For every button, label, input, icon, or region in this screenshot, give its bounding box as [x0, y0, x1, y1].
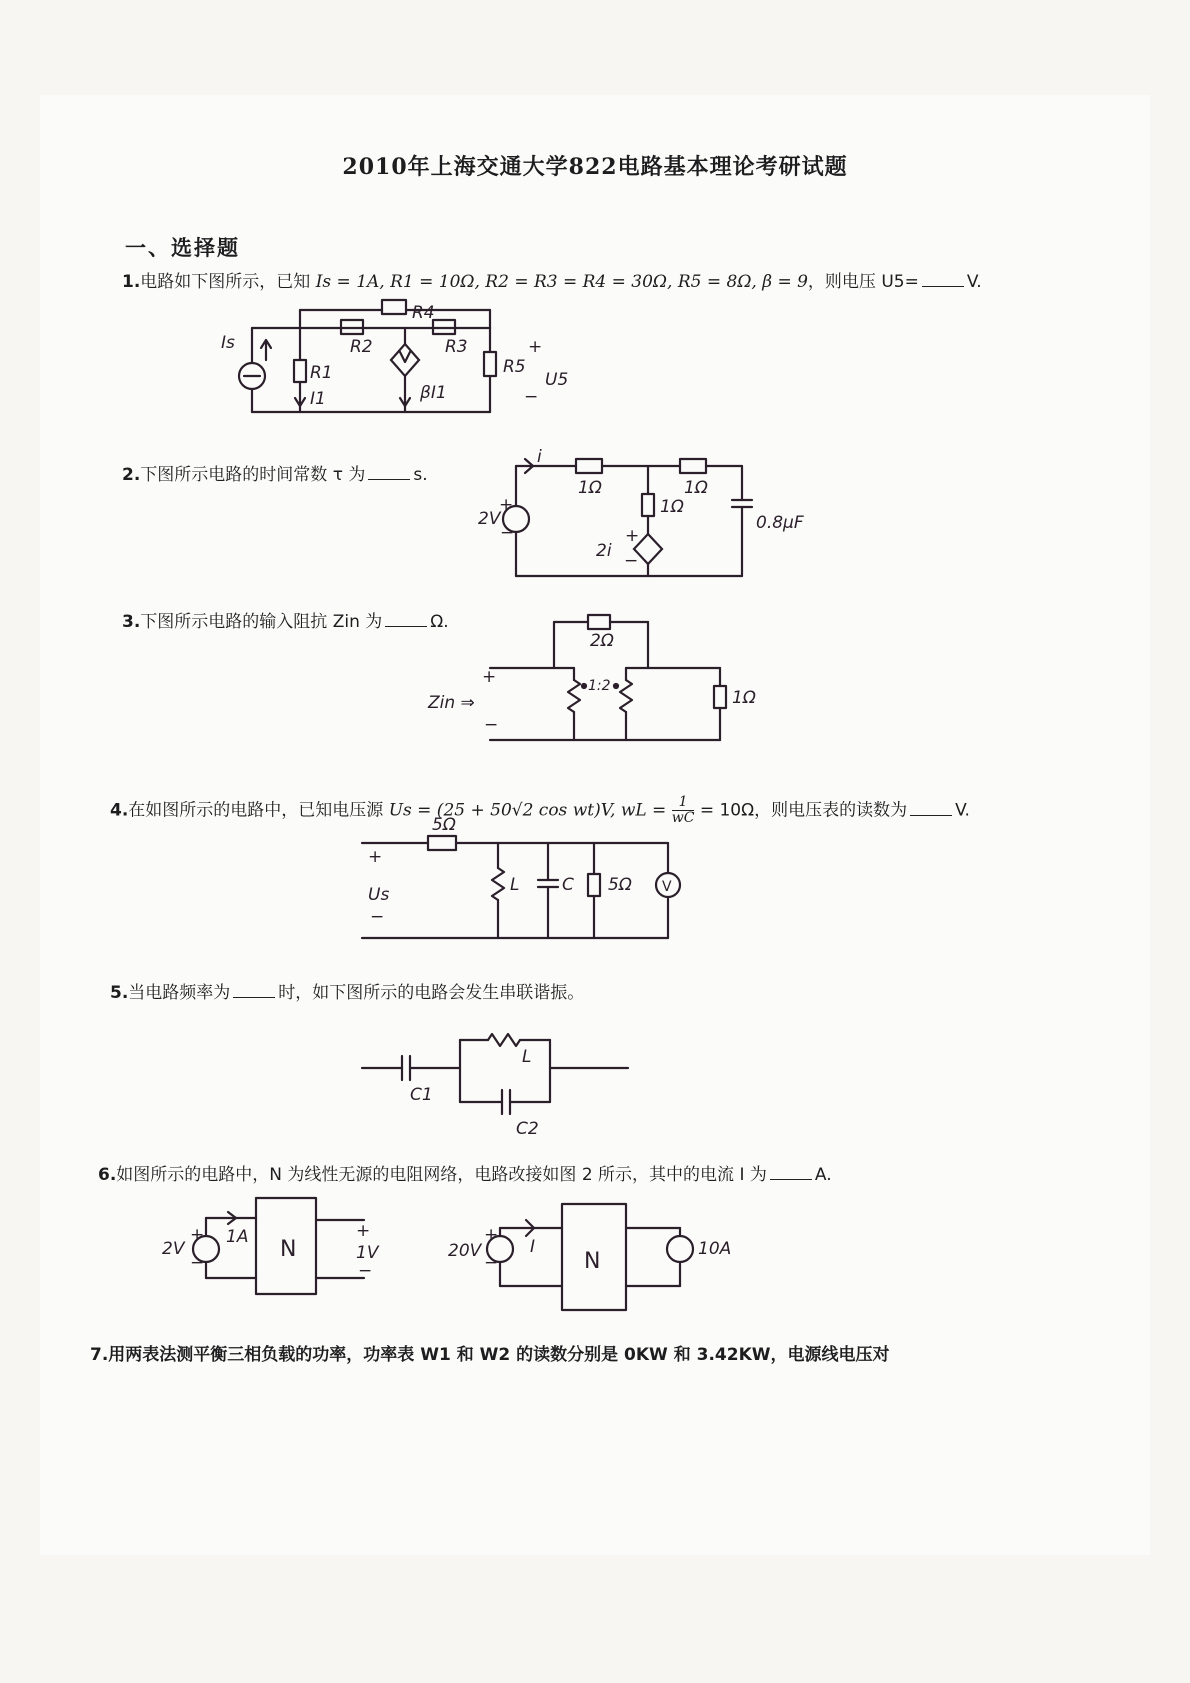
question-7 — [90, 1340, 890, 1365]
label-r-parallel: 5Ω — [608, 875, 632, 895]
label-turns-ratio: 1:2 — [588, 678, 611, 694]
label-v1: 2V — [162, 1239, 185, 1259]
label-minus: − — [484, 715, 499, 735]
question-formula: Us = (25 + 50√2 cos wt)V, wL = — [388, 800, 667, 821]
label-u5: U5 — [545, 370, 569, 390]
question-text: 当电路频率为 — [128, 983, 231, 1003]
question-text: 时，如下图所示的电路会发生串联谐振。 — [278, 983, 585, 1003]
section-heading: 一、选择题 — [125, 235, 240, 260]
question-number: 5. — [110, 983, 129, 1003]
label-plus: + — [528, 337, 543, 357]
label-source-2v: 2V — [478, 509, 501, 529]
label-l: L — [522, 1047, 532, 1067]
label-plus: + — [625, 526, 640, 546]
question-unit: Ω. — [430, 612, 449, 632]
question-text: 下图所示电路的输入阻抗 Zin 为 — [140, 612, 383, 632]
label-plus: + — [356, 1221, 371, 1241]
label-r4: R4 — [412, 303, 435, 323]
question-unit: A. — [814, 1165, 832, 1185]
question-formula: Is = 1A, R1 = 10Ω, R2 = R3 = R4 = 30Ω, R5 = 8Ω, β = 9 — [315, 272, 808, 292]
label-r1: 1Ω — [578, 478, 602, 498]
question-unit: V. — [966, 272, 982, 292]
label-r2: R2 — [350, 337, 373, 357]
label-plus: + — [368, 847, 383, 867]
question-text: 用两表法测平衡三相负载的功率，功率表 W1 和 W2 的读数分别是 0KW 和 3.42KW，电源线电压对 — [108, 1345, 890, 1365]
voltmeter-icon: V — [662, 879, 672, 895]
question-number: 3. — [122, 612, 141, 632]
label-v2: 20V — [448, 1241, 482, 1261]
label-i1: 1A — [226, 1227, 249, 1247]
question-number: 1. — [122, 272, 141, 292]
question-number: 4. — [110, 800, 129, 821]
label-plus: + — [482, 667, 497, 687]
label-r1: R1 — [310, 363, 333, 383]
label-plus: + — [484, 1225, 499, 1245]
label-minus: − — [370, 907, 385, 927]
label-r-top: 2Ω — [590, 631, 614, 651]
page-title: 2010年上海交通大学822电路基本理论考研试题 — [342, 154, 848, 180]
label-c: C — [562, 875, 574, 895]
label-zin: Zin ⇒ — [428, 693, 475, 713]
label-c2: C2 — [516, 1119, 539, 1139]
question-text: 如图所示的电路中，N 为线性无源的电阻网络，电路改接如图 2 所示，其中的电流 I 为 — [116, 1165, 767, 1185]
question-unit: s. — [413, 465, 428, 485]
label-capacitor: 0.8μF — [756, 513, 804, 533]
question-text: 电路如下图所示，已知 — [140, 272, 311, 292]
fraction-numerator: 1 — [678, 794, 688, 810]
question-text: 下图所示电路的时间常数 τ 为 — [140, 465, 366, 485]
fraction-denominator: wC — [671, 810, 695, 826]
label-minus: − — [358, 1261, 373, 1281]
label-r3: R3 — [445, 337, 468, 357]
question-number: 7. — [90, 1345, 109, 1365]
question-text: ，则电压 U5= — [807, 272, 919, 292]
question-text: = 10Ω，则电压表的读数为 — [699, 800, 908, 821]
label-r5: R5 — [503, 357, 526, 377]
label-i2: I — [530, 1237, 536, 1257]
label-c1: C1 — [410, 1085, 433, 1105]
label-minus: − — [190, 1253, 205, 1273]
label-us: Us — [368, 885, 390, 905]
label-plus: + — [190, 1225, 205, 1245]
label-r-series: 5Ω — [432, 815, 456, 835]
network-n: N — [280, 1237, 297, 1262]
label-minus: − — [624, 551, 639, 571]
label-i1: I1 — [310, 389, 326, 409]
label-r2: 1Ω — [684, 478, 708, 498]
label-beta-i1: βI1 — [420, 383, 447, 403]
label-dep-source: 2i — [596, 541, 612, 561]
label-plus: + — [499, 495, 514, 515]
question-text: 在如图所示的电路中，已知电压源 — [128, 800, 384, 821]
label-current-source: 10A — [698, 1239, 732, 1259]
label-r3: 1Ω — [660, 497, 684, 517]
question-unit: V. — [955, 800, 970, 821]
network-n: N — [584, 1249, 601, 1274]
question-number: 6. — [98, 1165, 117, 1185]
label-r-load: 1Ω — [732, 688, 756, 708]
label-i: i — [537, 447, 542, 467]
label-minus: − — [500, 523, 515, 543]
label-minus: − — [484, 1253, 499, 1273]
label-v-out: 1V — [356, 1243, 379, 1263]
label-minus: − — [524, 387, 539, 407]
label-is: Is — [221, 333, 235, 353]
question-number: 2. — [122, 465, 141, 485]
label-l: L — [510, 875, 520, 895]
